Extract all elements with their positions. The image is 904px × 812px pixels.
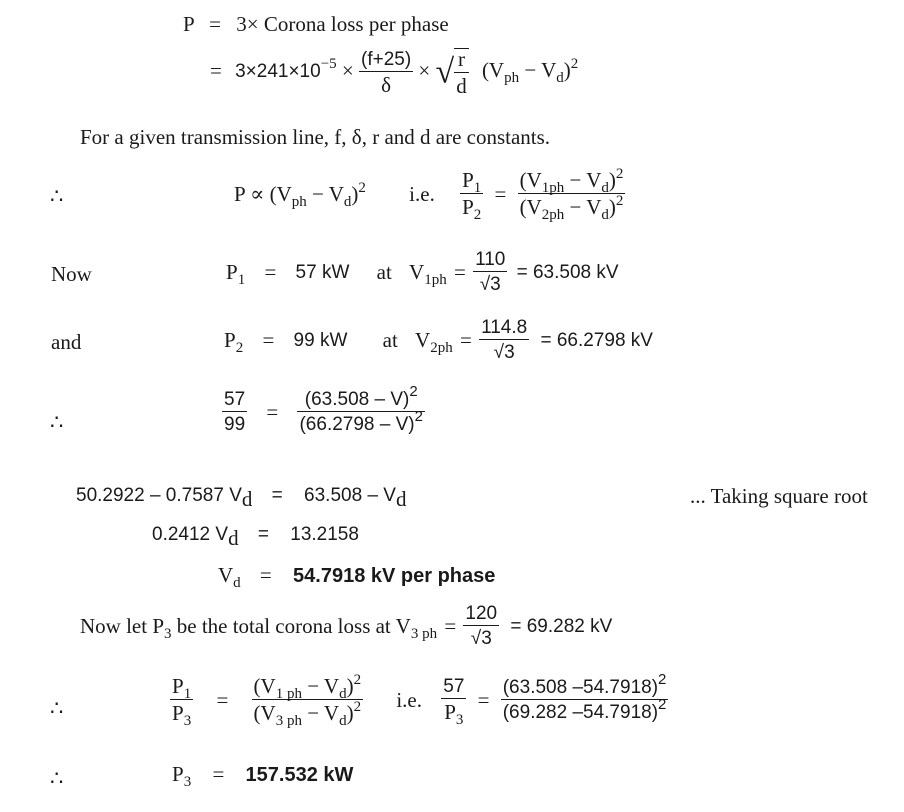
at-label: at (382, 327, 398, 352)
equals: = (209, 12, 221, 36)
v2ph-result: = 66.2798 kV (540, 329, 653, 351)
subscript-d: d (395, 487, 407, 511)
57-over-p3: $\frac{57}{P_3}$ (443, 676, 465, 728)
rhs: 13.2158 (290, 524, 359, 545)
equals: = (266, 399, 279, 424)
equals: = (210, 58, 222, 83)
equals: = (444, 613, 457, 638)
coefficient: $3\times 241\times 10^{-5}$ (235, 56, 337, 83)
and-label: and (51, 330, 82, 354)
subscript-d: d (241, 487, 253, 511)
equals: = (262, 327, 275, 352)
equals: = (212, 762, 225, 786)
equals: = (264, 259, 277, 284)
line-vd-result (218, 563, 496, 591)
vd-symbol: V (218, 563, 234, 587)
equals: = (259, 563, 272, 587)
sqrt-r-over-d: √ $\frac{r}{d}$ (435, 47, 467, 98)
subscript-d: d (233, 575, 241, 591)
line-simplified (152, 524, 359, 550)
voltage-ratio: $\frac{(V_{1ph} - V_d)^2}{(V_{2ph} - V_d)^2}$ (519, 166, 624, 223)
p1-symbol: $P_1$ (226, 259, 246, 288)
v1ph-symbol: $V_{1ph}$ (409, 259, 447, 288)
constants-statement: For a given transmission line, f, δ, r and d are constants. (80, 125, 551, 149)
line-p1 (226, 250, 619, 294)
ie-label: i.e. (409, 181, 435, 206)
p3-intro: Now let $P_3$ be the total corona loss at $V_{3 ph}$ (80, 613, 438, 642)
v1ph-fraction: $\frac{110}{√3}$ (475, 249, 506, 295)
times-sign: × (341, 58, 354, 83)
frequency-fraction: $\frac{(f+25)}{\delta}$ (361, 48, 412, 97)
p3-symbol: P (172, 762, 184, 786)
at-label: at (376, 259, 392, 284)
equals: = (216, 687, 229, 712)
taking-square-root-note: ... Taking square root (690, 484, 868, 508)
vd-result: 54.7918 kV per phase (293, 565, 496, 587)
equals: = (494, 181, 507, 206)
equals: = (453, 259, 466, 284)
line-p3-definition (80, 604, 612, 648)
rhs-text: 3× Corona loss per phase (236, 12, 449, 36)
therefore-symbol: ∴ (50, 184, 64, 208)
line-p1-p3-ratio (170, 671, 668, 729)
therefore-symbol: ∴ (50, 696, 64, 720)
equals: = (271, 485, 283, 506)
v1ph-result: = 63.508 kV (516, 261, 619, 283)
times-sign: × (418, 58, 431, 83)
voltage-term: $(V_{ph} - V_d)^2$ (481, 56, 579, 87)
line-proportionality (234, 166, 625, 223)
therefore-symbol: ∴ (50, 410, 64, 434)
ie-label: i.e. (396, 687, 422, 712)
line-ratio-equation (222, 383, 425, 435)
symbol-p: P (183, 12, 194, 36)
ratio-57-99: $\frac{57}{99}$ (224, 389, 246, 435)
v3ph-result: = 69.282 kV (510, 615, 613, 637)
equals: = (257, 524, 269, 545)
now-label: Now (51, 262, 92, 286)
squared-voltage-ratio: $\frac{(63.508 - V)^2}{(66.2798 - V)^2}$ (299, 383, 423, 435)
voltage-ratio-3: $\frac{(V_{1 ph} - V_d)^2}{(V_{3 ph} - V_d)^2}$ (253, 672, 362, 729)
equals: = (477, 687, 490, 712)
lhs: 50.2922 – 0.7587 V (76, 485, 242, 506)
p1-value: 57 kW (295, 261, 350, 283)
p2-symbol: $P_2$ (224, 327, 244, 356)
rhs: 63.508 – V (304, 485, 396, 506)
p1-over-p2: $\frac{P_1}{P_2}$ (462, 168, 482, 223)
line-formula (210, 48, 578, 97)
line-total-loss (183, 14, 449, 35)
line-p2 (224, 318, 653, 362)
proportional-expression: $P \propto (V_{ph} - V_d)^2$ (234, 179, 366, 210)
line-square-root (76, 485, 407, 511)
v2ph-fraction: $\frac{114.8}{√3}$ (481, 317, 528, 363)
subscript-d: d (228, 526, 239, 550)
subscript-3: 3 (183, 774, 192, 790)
equals: = (459, 327, 472, 352)
line-p3-result (172, 762, 354, 790)
v2ph-symbol: $V_{2ph}$ (415, 327, 453, 356)
v3ph-fraction: $\frac{120}{√3}$ (465, 603, 498, 649)
therefore-symbol: ∴ (50, 766, 64, 790)
numeric-voltage-ratio: $\frac{(63.508 -54.7918)^2}{(69.282 -54.7918)^2}$ (502, 671, 667, 723)
lhs: 0.2412 V (152, 524, 229, 545)
p3-result: 157.532 kW (245, 764, 354, 786)
p2-value: 99 kW (293, 329, 348, 351)
p1-over-p3: $\frac{P_1}{P_3}$ (172, 674, 192, 729)
